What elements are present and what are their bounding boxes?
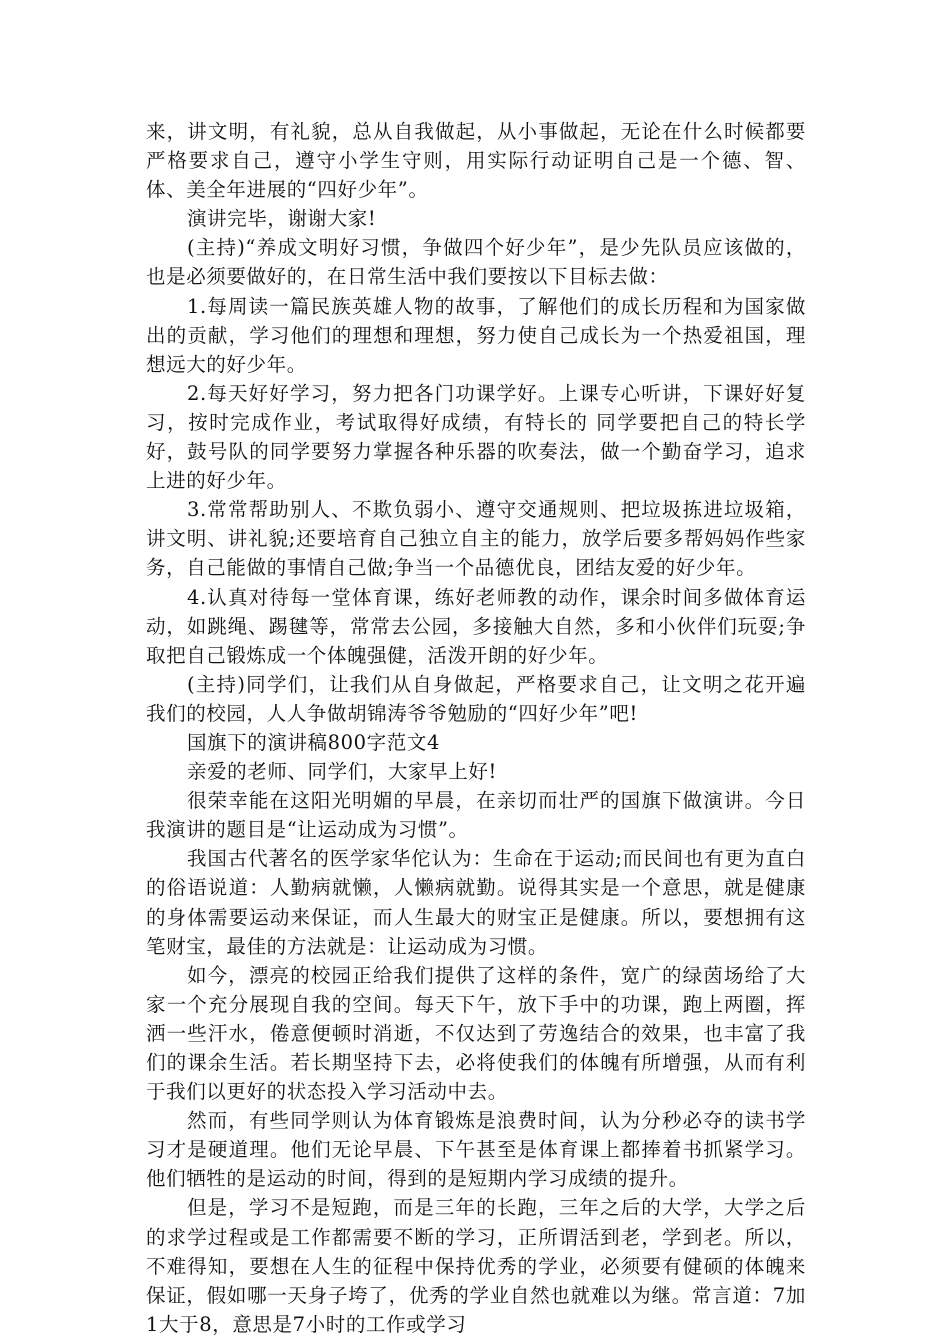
paragraph: 很荣幸能在这阳光明媚的早晨，在亲切而壮严的国旗下做演讲。今日我演讲的题目是“让运动成为习惯”。 — [146, 789, 806, 842]
list-item-paragraph: 4.认真对待每一堂体育课，练好老师教的动作，课余时间多做体育运动，如跳绳、踢毽等，常常去公园，多接触大自然，多和小伙伴们玩耍;争取把自己锻炼成一个体魄强健，活泼开朗的好少年。 — [146, 585, 806, 667]
list-item-paragraph: 1.每周读一篇民族英雄人物的故事，了解他们的成长历程和为国家做出的贡献，学习他们的理想和理想，努力使自己成长为一个热爱祖国，理想远大的好少年。 — [146, 294, 806, 376]
greeting: 亲爱的老师、同学们，大家早上好! — [186, 760, 497, 784]
paragraph: 我国古代著名的医学家华佗认为：生命在于运动;而民间也有更为直白的俗语说道：人勤病就懒，人懒病就勤。说得其实是一个意思，就是健康的身体需要运动来保证，而人生最大的财宝正是健康。所以，要想拥有这笔财宝，最佳的方法就是：让运动成为习惯。 — [146, 847, 806, 958]
paragraph: 然而，有些同学则认为体育锻炼是浪费时间，认为分秒必夺的读书学习才是硬道理。他们无论早晨、下午甚至是体育课上都捧着书抓紧学习。他们牺牲的是运动的时间，得到的是短期内学习成绩的提升。 — [146, 1109, 806, 1191]
section-heading: 国旗下的演讲稿800字范文4 — [186, 730, 440, 754]
paragraph: (主持)“养成文明好习惯，争做四个好少年”，是少先队员应该做的，也是必须要做好的，在日常生活中我们要按以下目标去做： — [146, 236, 806, 289]
paragraph: 演讲完毕，谢谢大家! — [186, 207, 377, 231]
document-body — [146, 117, 806, 1339]
paragraph: (主持)同学们，让我们从自身做起，严格要求自己，让文明之花开遍我们的校园，人人争做胡锦涛爷爷勉励的“四好少年”吧! — [146, 672, 806, 725]
paragraph: 如今，漂亮的校园正给我们提供了这样的条件，宽广的绿茵场给了大家一个充分展现自我的空间。每天下午，放下手中的功课，跑上两圈，挥洒一些汗水，倦意便顿时消逝，不仅达到了劳逸结合的效果，也丰富了我们的课余生活。若长期坚持下去，必将使我们的体魄有所增强，从而有利于我们以更好的状态投入学习活动中去。 — [146, 963, 806, 1104]
paragraph: 来，讲文明，有礼貌，总从自我做起，从小事做起，无论在什么时候都要严格要求自己，遵守小学生守则，用实际行动证明自己是一个德、智、体、美全年进展的“四好少年”。 — [146, 120, 806, 202]
paragraph: 但是，学习不是短跑，而是三年的长跑，三年之后的大学，大学之后的求学过程或是工作都需要不断的学习，正所谓活到老，学到老。所以，不难得知，要想在人生的征程中保持优秀的学业，必须要有健硕的体魄来保证，假如哪一天身子垮了，优秀的学业自然也就难以为继。常言道：7加1大于8，意思是7小时的工作或学习 — [146, 1196, 806, 1336]
list-item-paragraph: 2.每天好好学习，努力把各门功课学好。上课专心听讲，下课好好复习，按时完成作业，考试取得好成绩，有特长的 同学要把自己的特长学好，鼓号队的同学要努力掌握各种乐器的吹奏法，做一个勤奋学习，追求上进的好少年。 — [146, 381, 806, 493]
list-item-paragraph: 3.常常帮助别人、不欺负弱小、遵守交通规则、把垃圾拣进垃圾箱，讲文明、讲礼貌;还要培育自己独立自主的能力，放学后要多帮妈妈作些家务，自己能做的事情自己做;争当一个品德优良，团结友爱的好少年。 — [146, 498, 806, 580]
